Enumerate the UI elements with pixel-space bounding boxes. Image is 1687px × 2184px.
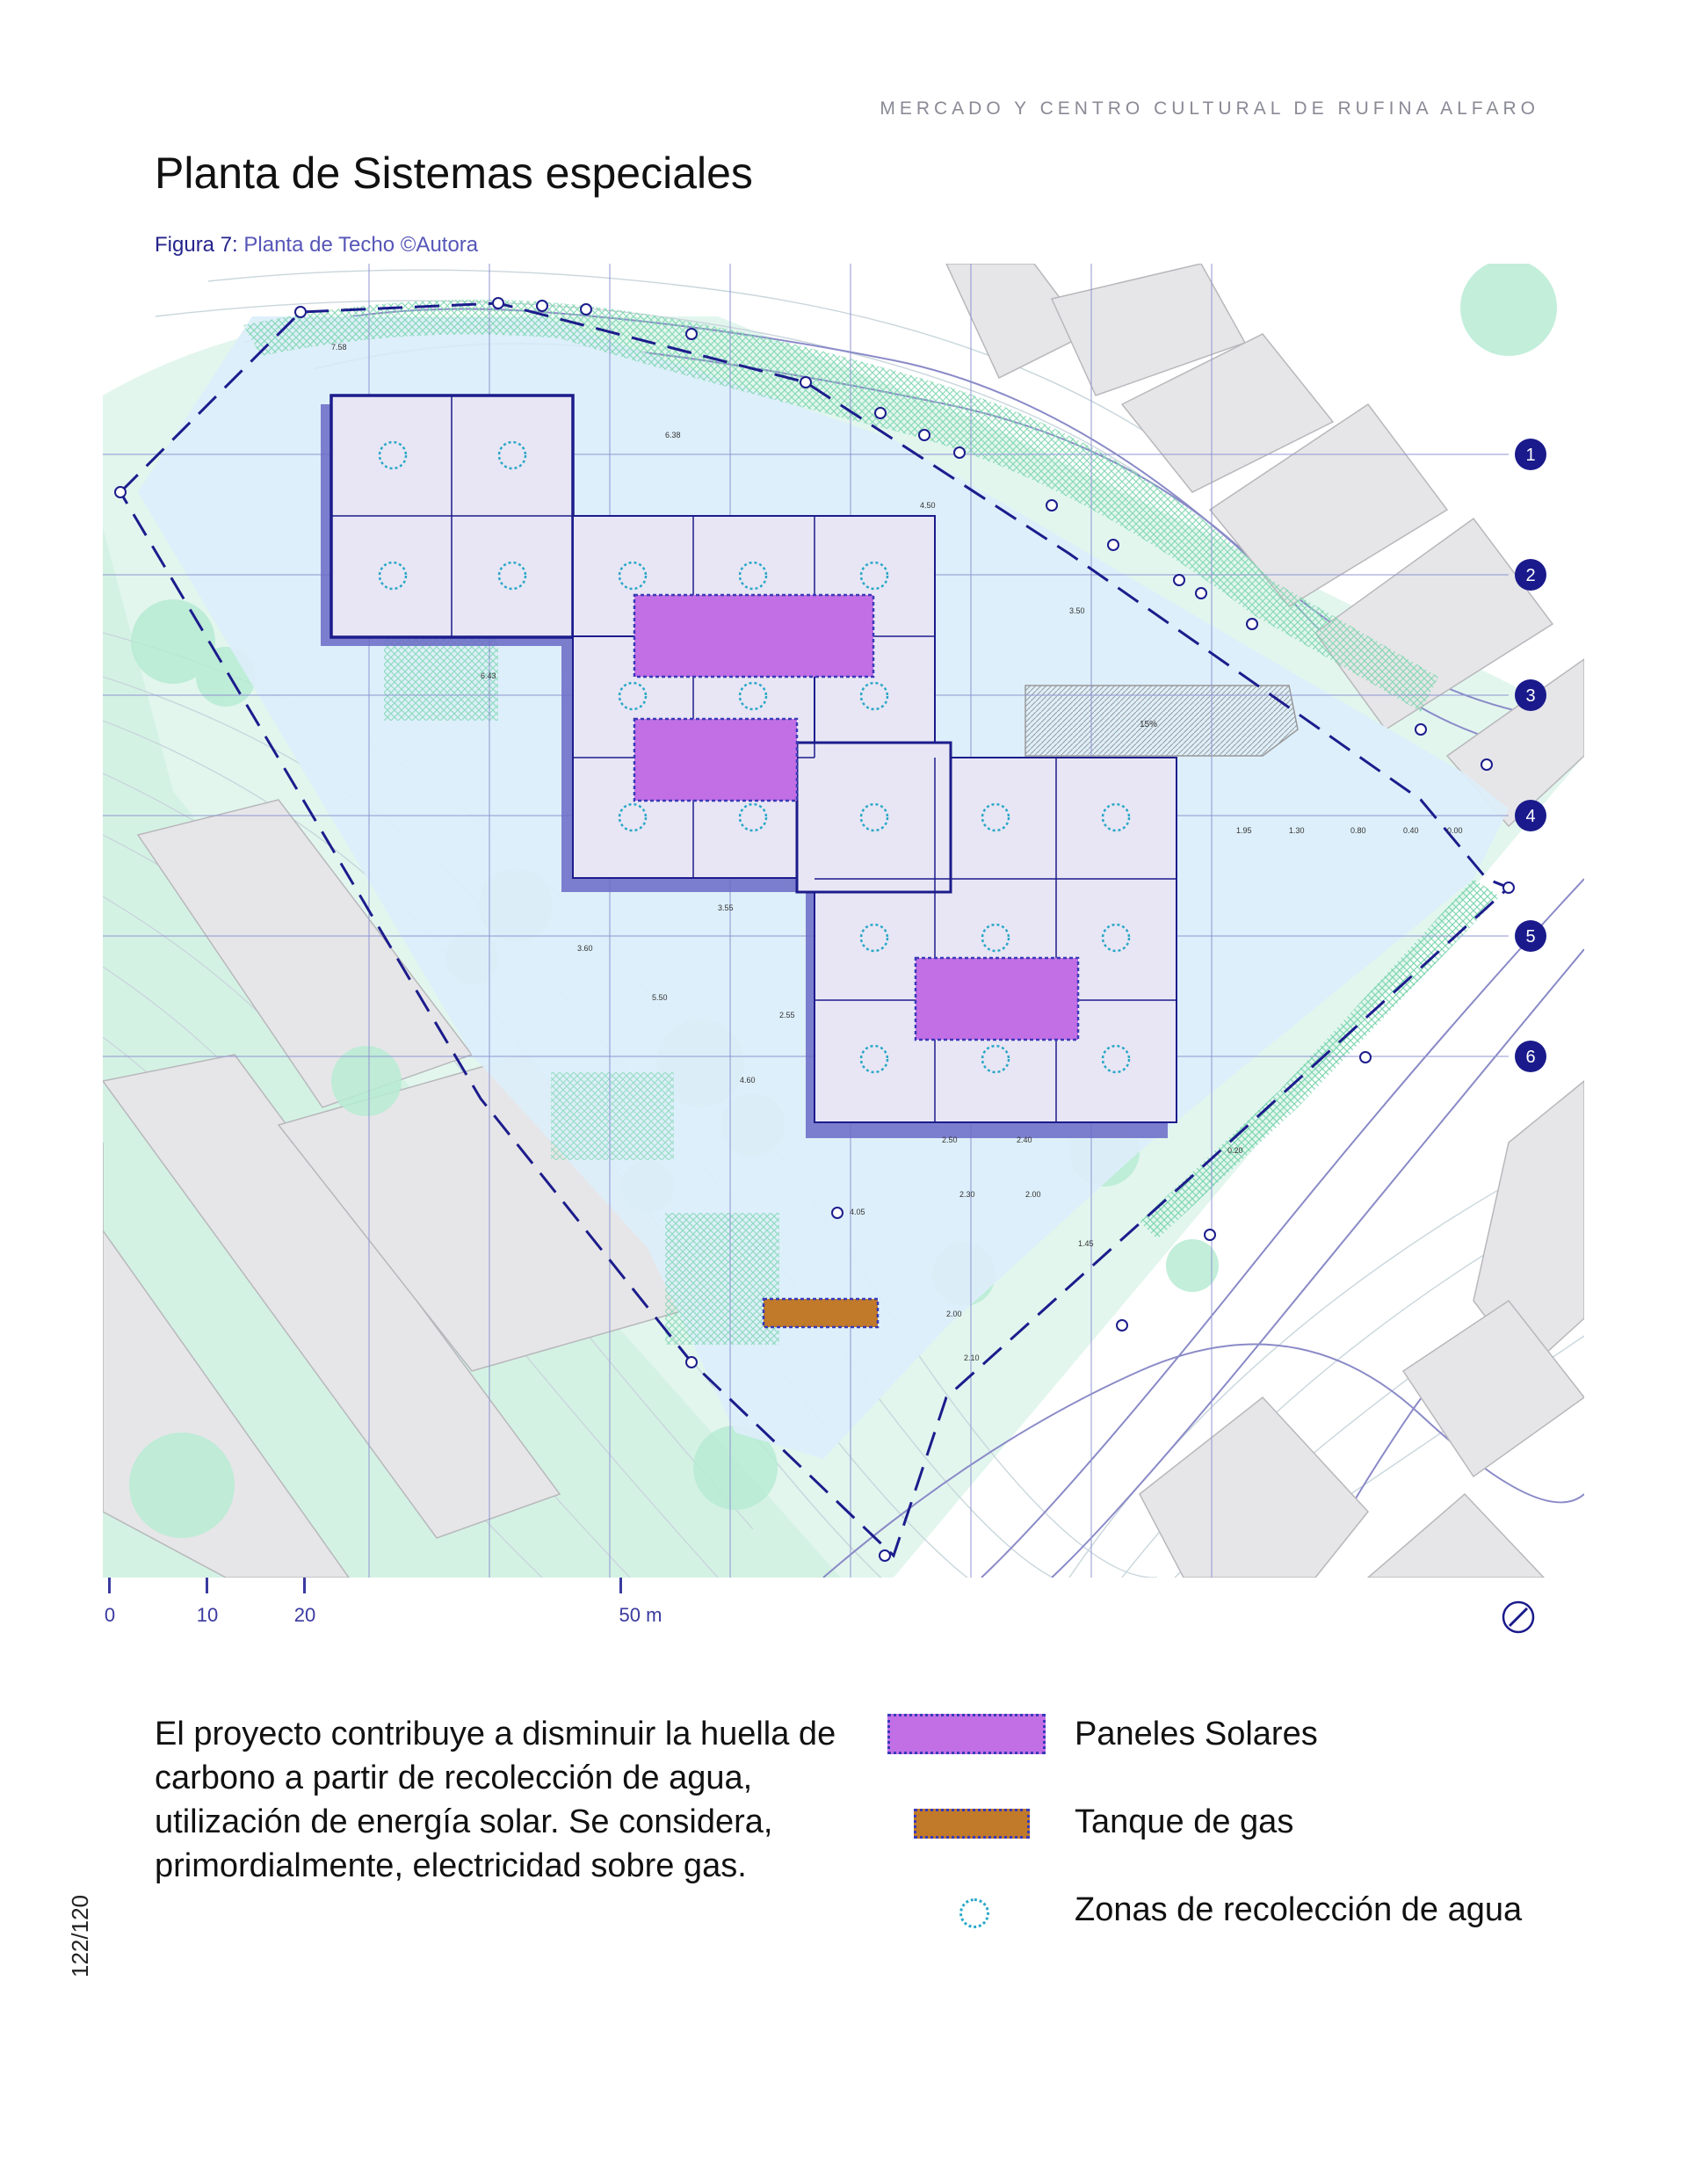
ramp: [1025, 686, 1298, 756]
slope-label: 15%: [1140, 720, 1158, 729]
svg-text:5.50: 5.50: [652, 993, 668, 1002]
scale-tick: [108, 1578, 111, 1593]
gas-tank: [764, 1299, 878, 1327]
page-title: Planta de Sistemas especiales: [155, 149, 753, 198]
project-header: MERCADO Y CENTRO CULTURAL DE RUFINA ALFARO: [880, 98, 1539, 119]
scale-label-10: 10: [196, 1604, 219, 1626]
svg-text:3.50: 3.50: [1069, 606, 1085, 615]
axis-6: 6: [1525, 1048, 1536, 1067]
svg-text:2.40: 2.40: [1017, 1136, 1032, 1144]
page-number: 122/120: [67, 1895, 93, 1977]
north-arrow-icon: [1501, 1600, 1536, 1635]
solar-panel-swatch-icon: [887, 1714, 1046, 1754]
svg-text:3.60: 3.60: [577, 944, 593, 953]
axis-4: 4: [1525, 807, 1536, 826]
figure-caption: [155, 233, 478, 258]
svg-text:0.80: 0.80: [1350, 826, 1366, 835]
scale-tick: [206, 1578, 208, 1593]
svg-text:0.40: 0.40: [1403, 826, 1419, 835]
svg-text:2.00: 2.00: [946, 1310, 962, 1318]
svg-text:2.55: 2.55: [779, 1011, 795, 1019]
scale-label-50: 50 m: [619, 1604, 662, 1626]
gas-tank-swatch-icon: [914, 1809, 1030, 1839]
legend-label-gas: Tanque de gas: [1075, 1803, 1294, 1840]
svg-text:2.50: 2.50: [942, 1136, 958, 1144]
svg-text:1.45: 1.45: [1078, 1239, 1094, 1248]
scale-bar: [103, 1578, 1584, 1648]
axis-2: 2: [1525, 566, 1536, 585]
water-collection-swatch-icon: [959, 1898, 989, 1928]
figure-label: Figura 7:: [155, 233, 238, 257]
svg-text:4.50: 4.50: [920, 501, 936, 510]
description-text: El proyecto contribuye a disminuir la huella de carbono a partir de recolección de agua, utilización de energía solar. Se considera, primordialmente, electricidad sobre gas.: [155, 1716, 836, 1884]
axis-5: 5: [1525, 927, 1536, 947]
planting-bed-3: [551, 1072, 674, 1160]
scale-label-0: 0: [104, 1604, 116, 1626]
svg-text:4.60: 4.60: [740, 1076, 756, 1085]
scale-tick: [619, 1578, 622, 1593]
svg-text:1.95: 1.95: [1236, 826, 1252, 835]
svg-text:2.00: 2.00: [1025, 1190, 1041, 1199]
svg-text:3.55: 3.55: [718, 903, 734, 912]
svg-text:2.10: 2.10: [964, 1353, 980, 1362]
solar-panel-1: [634, 595, 873, 677]
svg-text:0.00: 0.00: [1447, 826, 1463, 835]
svg-text:2.30: 2.30: [959, 1190, 975, 1199]
axis-3: 3: [1525, 686, 1536, 706]
svg-text:4.05: 4.05: [850, 1208, 865, 1216]
solar-panel-3: [916, 958, 1078, 1040]
scale-label-20: 20: [293, 1604, 316, 1626]
legend-label-solar: Paneles Solares: [1075, 1716, 1318, 1752]
planting-bed-2: [665, 1213, 779, 1345]
solar-panel-2: [634, 719, 797, 801]
svg-text:7.58: 7.58: [331, 343, 347, 352]
figure-text: Planta de Techo ©Autora: [243, 233, 479, 257]
svg-text:6.43: 6.43: [481, 671, 496, 680]
legend-label-water: Zonas de recolección de agua: [1075, 1891, 1523, 1928]
svg-text:6.38: 6.38: [665, 431, 681, 439]
svg-text:0.20: 0.20: [1227, 1146, 1243, 1155]
roof-plan-drawing: [103, 264, 1584, 1578]
axis-1: 1: [1525, 446, 1536, 465]
svg-text:1.30: 1.30: [1289, 826, 1305, 835]
scale-tick: [303, 1578, 306, 1593]
